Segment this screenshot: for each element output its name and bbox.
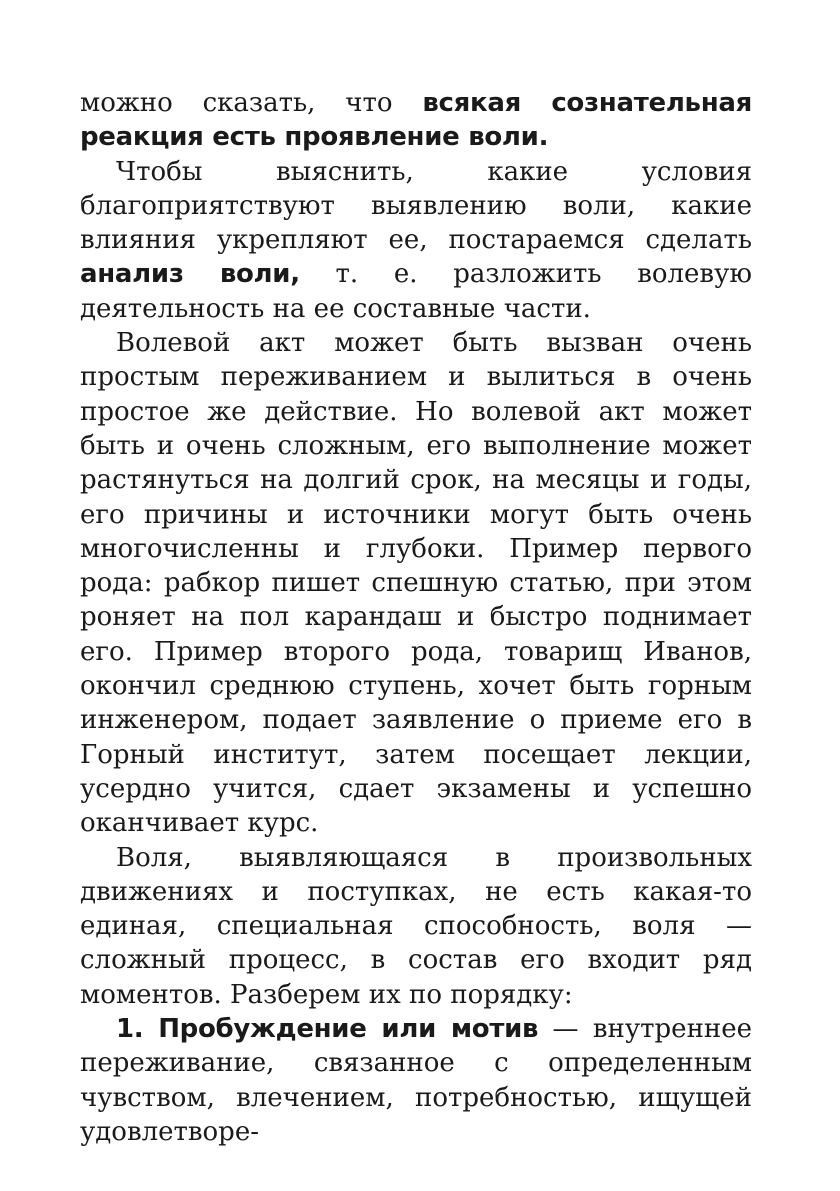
paragraph-3 [80,326,752,840]
paragraph-3-text: Волевой акт может быть вызван очень простым переживанием и вылиться в очень простое же действие. Но волевой акт может быть и очень сложным, его выполнение может растянуться на долгий срок, на месяцы и годы, его причины и источники могут быть очень многочисленны и глубоки. Пример первого рода: рабкор пишет спешную статью, при этом роняет на пол карандаш и быстро поднимает его. Пример второго рода, товарищ Иванов, окончил среднюю ступень, хочет быть горным инженером, подает заявление о приеме его в Горный институт, затем посещает лекции, усердно учится, сдает экзамены и успешно оканчивает курс. [80,328,752,839]
paragraph-2-text-start: Чтобы выяснить, какие условия благоприятствуют выявлению воли, какие влияния укрепляют ее, постараемся сделать [80,156,752,256]
paragraph-2 [80,155,752,326]
page-text [80,86,752,1149]
paragraph-5-text: — внутреннее переживание, связанное с определенным чувством, влечением, потребностью, ищущей удовлетворе- [80,1014,753,1147]
paragraph-1-text: можно сказать, что [80,88,423,118]
paragraph-5 [80,1012,752,1149]
paragraph-2-text-end: т. е. разложить волевую деятельность на ее составные части. [80,259,752,324]
paragraph-1 [80,86,752,155]
paragraph-4 [80,841,752,1012]
paragraph-2-emphasis: анализ воли, [80,259,300,290]
paragraph-5-heading: 1. Пробуждение или мотив [116,1014,539,1045]
paragraph-1-emphasis: всякая сознательная реакция есть проявление воли. [80,88,752,153]
paragraph-4-text: Воля, выявляющаяся в произвольных движениях и поступках, не есть какая-то единая, специальная способность, воля — сложный процесс, в состав его входит ряд моментов. Разберем их по порядку: [80,842,752,1010]
